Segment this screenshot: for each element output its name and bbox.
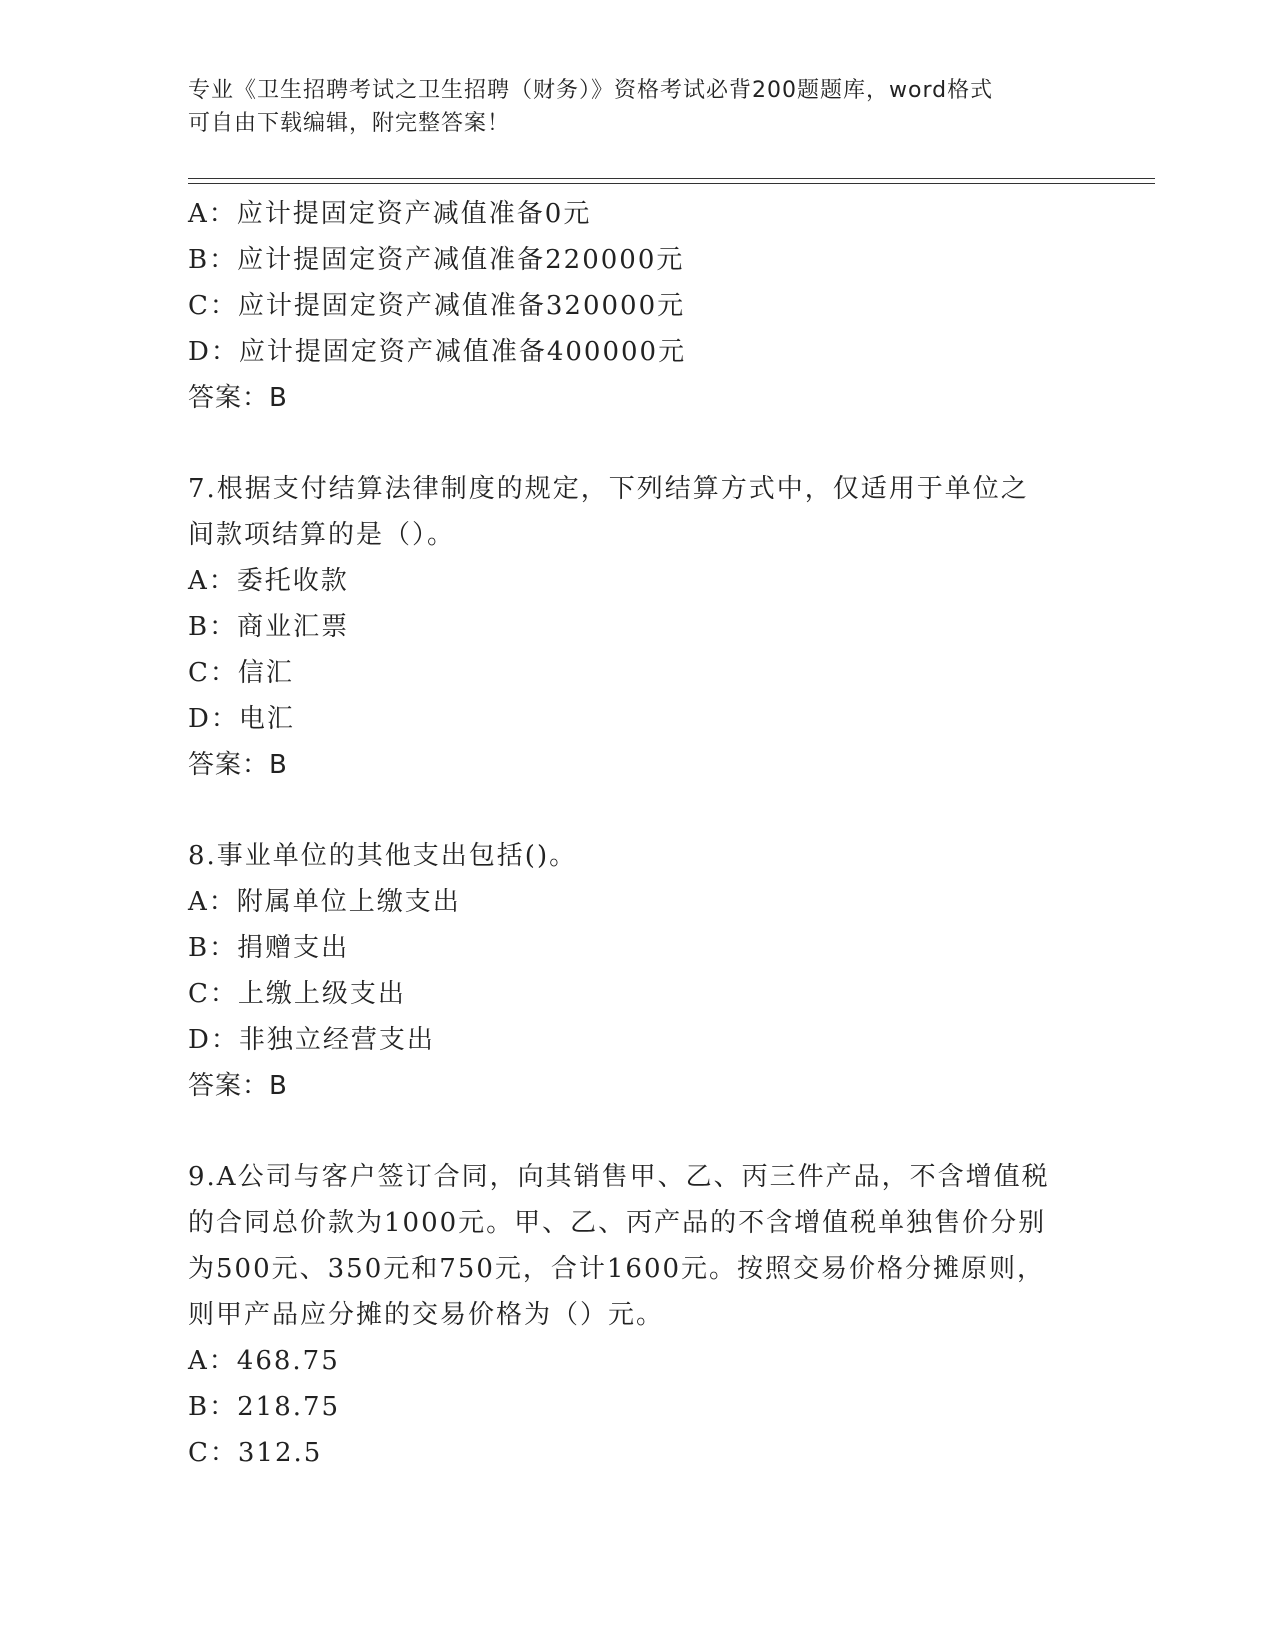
spacer: [188, 788, 1088, 833]
option-c: C：应计提固定资产减值准备320000元: [188, 291, 686, 321]
option-b: B：商业汇票: [188, 612, 350, 642]
header-divider-top: [188, 178, 1155, 179]
option-d: D：应计提固定资产减值准备400000元: [188, 337, 687, 367]
question-stem-line: 则甲产品应分摊的交易价格为（）元。: [188, 1300, 665, 1330]
question-stem-line: 的合同总价款为1000元。甲、乙、丙产品的不含增值税单独售价分别: [188, 1208, 1047, 1238]
option-c: C：信汇: [188, 658, 294, 688]
option-b: B：捐赠支出: [188, 933, 350, 963]
header-line-2: 可自由下载编辑，附完整答案！: [188, 111, 511, 136]
header-line-1: 专业《卫生招聘考试之卫生招聘（财务）》资格考试必背200题题库，word格式: [188, 78, 994, 103]
option-c: C：312.5: [188, 1438, 323, 1468]
question-stem-line: 7.根据支付结算法律制度的规定，下列结算方式中，仅适用于单位之: [188, 474, 1029, 504]
option-d: D：非独立经营支出: [188, 1025, 435, 1055]
header-divider-bottom: [188, 183, 1155, 184]
question-stem-line: 9.A公司与客户签订合同，向其销售甲、乙、丙三件产品，不含增值税: [188, 1162, 1050, 1192]
answer: 答案：B: [188, 750, 288, 780]
question-list: [188, 191, 1088, 1476]
answer: 答案：B: [188, 383, 288, 413]
option-a: A：附属单位上缴支出: [188, 887, 461, 917]
question-7: [188, 466, 1088, 788]
question-9: [188, 1154, 1088, 1476]
document-header: [188, 74, 1088, 140]
question-stem-line: 8.事业单位的其他支出包括()。: [188, 841, 578, 871]
question-stem-line: 为500元、350元和750元，合计1600元。按照交易价格分摊原则，: [188, 1254, 1046, 1284]
spacer: [188, 421, 1088, 466]
option-a: A：468.75: [188, 1346, 340, 1376]
question-stem-line: 间款项结算的是（）。: [188, 520, 456, 550]
option-c: C：上缴上级支出: [188, 979, 406, 1009]
question-8: [188, 833, 1088, 1109]
option-d: D：电汇: [188, 704, 295, 734]
spacer: [188, 1109, 1088, 1154]
answer: 答案：B: [188, 1071, 288, 1101]
question-6: [188, 191, 1088, 421]
option-b: B：应计提固定资产减值准备220000元: [188, 245, 685, 275]
option-a: A：委托收款: [188, 566, 349, 596]
option-b: B：218.75: [188, 1392, 341, 1422]
option-a: A：应计提固定资产减值准备0元: [188, 199, 592, 229]
